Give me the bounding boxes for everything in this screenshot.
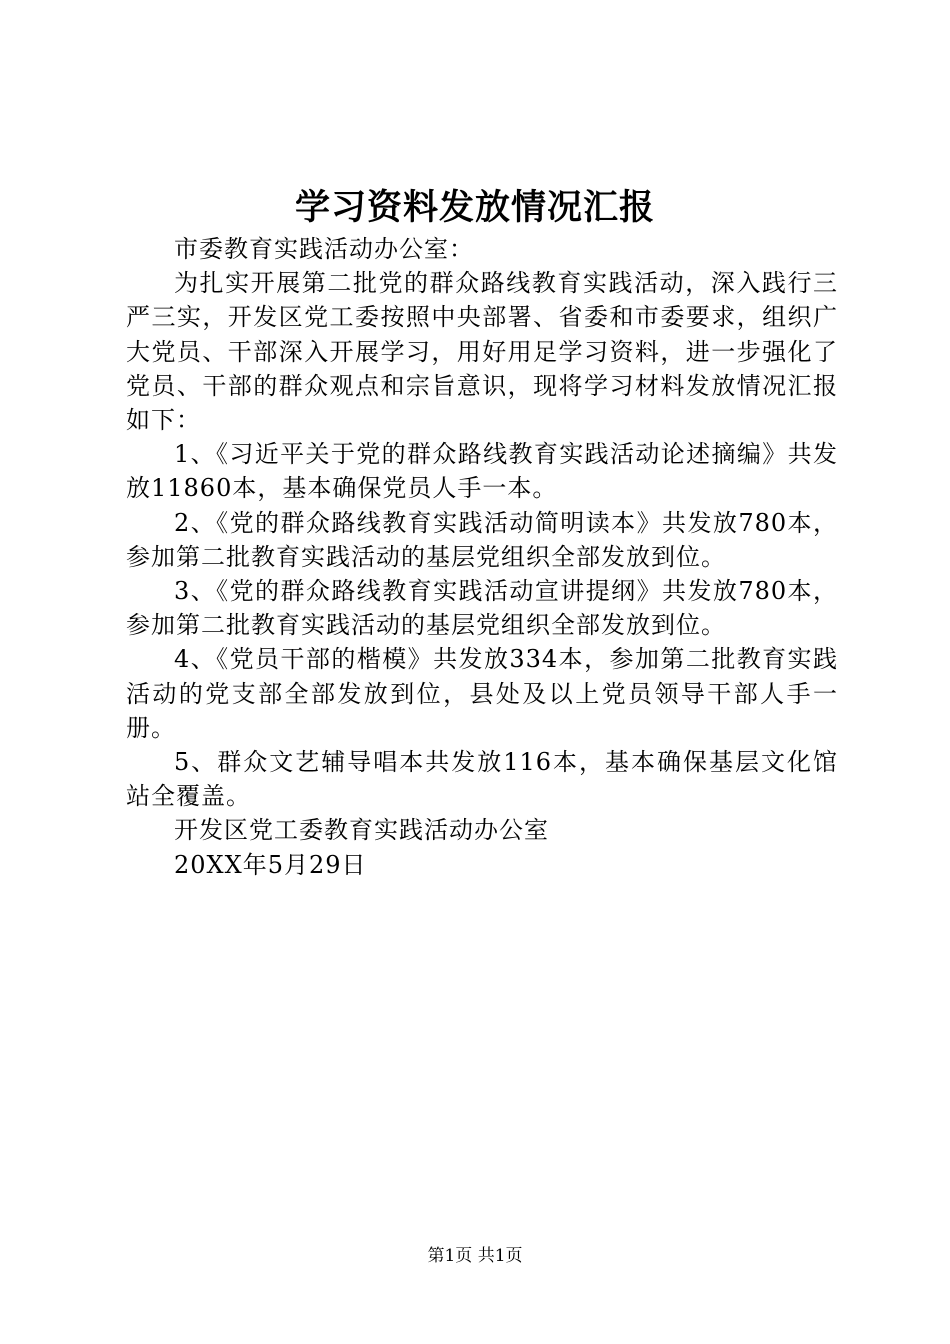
- page-footer: 第1页 共1页: [427, 1246, 523, 1266]
- signature: 开发区党工委教育实践活动办公室: [174, 816, 549, 845]
- salutation: 市委教育实践活动办公室：: [174, 235, 474, 263]
- document-title: 学习资料发放情况汇报: [294, 187, 655, 228]
- paragraph-item-1: 1、《习近平关于党的群众路线教育实践活动论述摘编》共发放11860本，基本确保党员人手一本。: [126, 440, 838, 503]
- paragraph-item-5: 5、群众文艺辅导唱本共发放116本，基本确保基层文化馆站全覆盖。: [126, 748, 838, 811]
- paragraph-intro: 为扎实开展第二批党的群众路线教育实践活动，深入践行三严三实，开发区党工委按照中央部署、省委和市委要求，组织广大党员、干部深入开展学习，用好用足学习资料，进一步强化了党员、干部的群众观点和宗旨意识，现将学习材料发放情况汇报如下：: [126, 269, 838, 435]
- paragraph-item-3: 3、《党的群众路线教育实践活动宣讲提纲》共发放780本，参加第二批教育实践活动的基层党组织全部发放到位。: [126, 577, 838, 640]
- paragraph-item-2: 2、《党的群众路线教育实践活动简明读本》共发放780本，参加第二批教育实践活动的基层党组织全部发放到位。: [126, 508, 838, 571]
- paragraph-item-4: 4、《党员干部的楷模》共发放334本，参加第二批教育实践活动的党支部全部发放到位，县处及以上党员领导干部人手一册。: [126, 645, 838, 742]
- document-body: [126, 232, 838, 882]
- date: 20XX年5月29日: [174, 850, 367, 879]
